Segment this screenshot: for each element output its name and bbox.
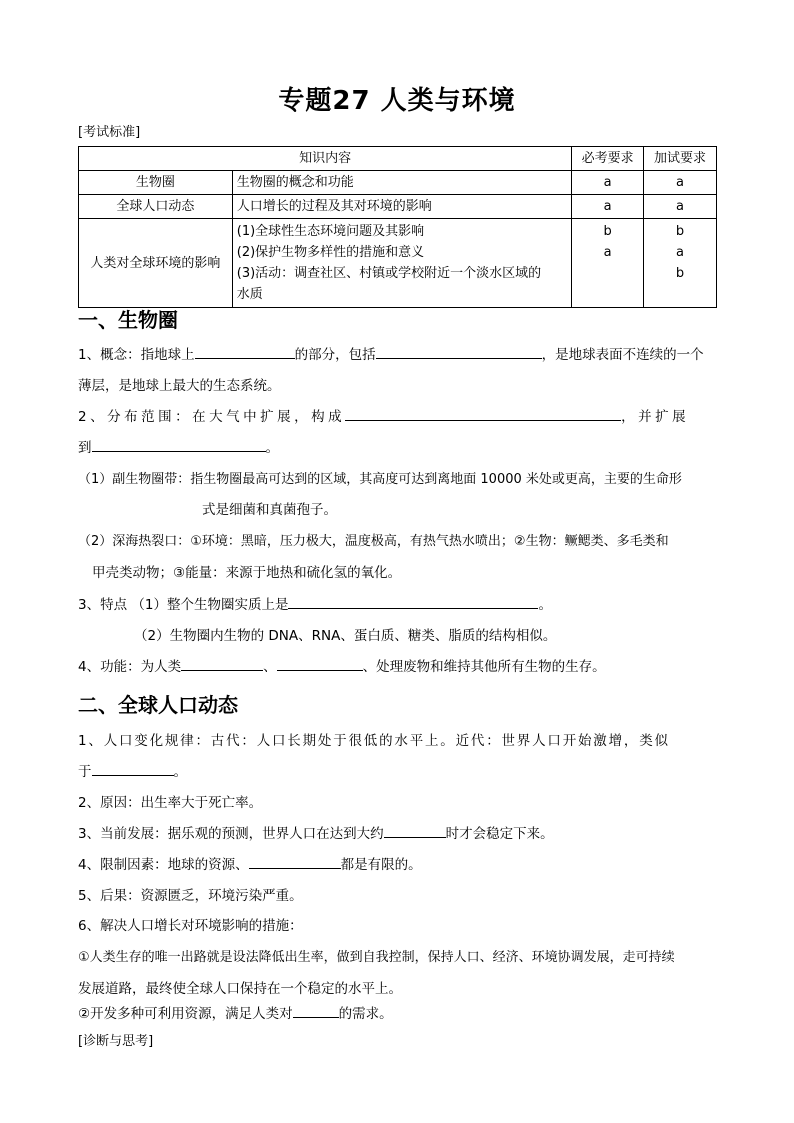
- exam-standard-table: [78, 146, 717, 308]
- text: 时才会稳定下来。: [445, 826, 554, 842]
- text: 1、概念：指地球上: [78, 347, 195, 363]
- section1-paragraph-1: [78, 343, 704, 363]
- table-cell-extra: a: [644, 171, 717, 195]
- table-cell-extra: a: [644, 195, 717, 219]
- text: ，并扩展: [621, 409, 690, 425]
- text: 的部分，包括: [294, 347, 376, 363]
- table-row: [79, 195, 717, 219]
- section2-paragraph-5: 5、后果：资源匮乏，环境污染严重。: [78, 888, 303, 904]
- table-header-row: [79, 147, 717, 171]
- section1-paragraph-6: （2）生物圈内生物的 DNA、RNA、蛋白质、糖类、脂质的结构相似。: [134, 628, 557, 644]
- text: 、处理废物和维持其他所有生物的生存。: [362, 659, 606, 675]
- required-value: b: [603, 224, 612, 239]
- fill-blank[interactable]: [92, 437, 266, 452]
- text: ②开发多种可利用资源，满足人类对: [78, 1006, 293, 1022]
- section2-paragraph-7: ①人类生存的唯一出路就是设法降低出生率，做到自我控制，保持人口、经济、环境协调发展，走可持续: [78, 950, 675, 965]
- section2-paragraph-7-cont: 发展道路，最终使全球人口保持在一个稳定的水平上。: [78, 981, 402, 997]
- table-cell-required: a: [572, 171, 644, 195]
- text: 到: [78, 440, 92, 456]
- text: 3、当前发展：据乐观的预测，世界人口在达到大约: [78, 826, 384, 842]
- table-row: [79, 171, 717, 195]
- text: ，是地球表面不连续的一个: [541, 347, 704, 363]
- fill-blank[interactable]: [277, 656, 363, 671]
- table-cell-item: 生物圈的概念和功能: [232, 171, 571, 195]
- table-cell-items: [232, 219, 571, 308]
- section2-paragraph-1: 1、人口变化规律：古代：人口长期处于很低的水平上。近代：世界人口开始激增，类似: [78, 733, 670, 749]
- fill-blank[interactable]: [288, 594, 538, 609]
- table-header-content: 知识内容: [79, 147, 572, 171]
- fill-blank[interactable]: [181, 656, 263, 671]
- section2-paragraph-1-cont: [78, 760, 187, 780]
- section1-paragraph-7: [78, 655, 606, 675]
- fill-blank[interactable]: [384, 823, 446, 838]
- table-cell-item: 人口增长的过程及其对环境的影响: [232, 195, 571, 219]
- section2-heading: 二、全球人口动态: [78, 693, 238, 717]
- text: 2、分布范围：在大气中扩展，构成: [78, 409, 346, 425]
- section1-paragraph-1-cont: 薄层，是地球上最大的生态系统。: [78, 378, 281, 394]
- diagnosis-label: [诊断与思考]: [78, 1034, 154, 1049]
- text: 。: [173, 764, 187, 780]
- extra-value: b: [675, 266, 685, 281]
- text: 。: [265, 440, 279, 456]
- text: 4、限制因素：地球的资源、: [78, 857, 249, 873]
- fill-blank[interactable]: [345, 406, 621, 421]
- table-cell-required: a: [572, 195, 644, 219]
- table-cell-item: (2)保护生物多样性的措施和意义: [236, 245, 425, 260]
- text: 的需求。: [338, 1006, 393, 1022]
- fill-blank[interactable]: [376, 344, 542, 359]
- section1-paragraph-5: [78, 593, 552, 613]
- table-header-required: 必考要求: [572, 147, 644, 171]
- table-cell-topic: 人类对全球环境的影响: [79, 219, 233, 308]
- section1-paragraph-4: （2）深海热裂口：①环境：黑暗，压力极大，温度极高，有热气热水喷出；②生物：鳜鳃类、多毛类和: [78, 534, 669, 549]
- table-cell-topic: 全球人口动态: [79, 195, 233, 219]
- text: 、: [263, 659, 277, 675]
- text: 都是有限的。: [340, 857, 422, 873]
- section1-heading: 一、生物圈: [78, 308, 178, 332]
- exam-standard-label: [考试标准]: [78, 125, 141, 140]
- section2-paragraph-3: [78, 822, 554, 842]
- fill-blank[interactable]: [293, 1003, 339, 1018]
- section2-paragraph-8: [78, 1002, 393, 1022]
- table-cell-extra: [644, 219, 717, 308]
- section2-paragraph-2: 2、原因：出生率大于死亡率。: [78, 795, 263, 811]
- section2-paragraph-4: [78, 853, 422, 873]
- extra-value: a: [676, 245, 685, 260]
- section1-paragraph-4-cont: 甲壳类动物；③能量：来源于地热和硫化氢的氧化。: [92, 565, 402, 581]
- table-cell-topic: 生物圈: [79, 171, 233, 195]
- table-cell-required: [572, 219, 644, 308]
- extra-value: b: [675, 224, 685, 239]
- text: 3、特点 （1）整个生物圈实质上是: [78, 597, 289, 613]
- fill-blank[interactable]: [249, 854, 341, 869]
- section1-paragraph-2-cont: [78, 436, 279, 456]
- table-row: [79, 219, 717, 308]
- table-cell-item: 水质: [236, 287, 263, 302]
- page-title: 专题27 人类与环境: [278, 86, 516, 116]
- text: 于: [78, 764, 92, 780]
- required-value: a: [603, 245, 612, 260]
- section1-paragraph-2: [78, 405, 689, 425]
- text: 。: [538, 597, 552, 613]
- text: 4、功能：为人类: [78, 659, 182, 675]
- table-header-extra: 加试要求: [644, 147, 717, 171]
- fill-blank[interactable]: [195, 344, 295, 359]
- fill-blank[interactable]: [92, 761, 174, 776]
- table-cell-item: (3)活动：调查社区、村镇或学校附近一个淡水区域的: [236, 266, 542, 281]
- section1-paragraph-3: （1）副生物圈带：指生物圈最高可达到的区域，其高度可达到离地面 10000 米处或更高，主要的生命形: [78, 472, 682, 487]
- section1-paragraph-3-cont: 式是细菌和真菌孢子。: [202, 502, 337, 518]
- section2-paragraph-6: 6、解决人口增长对环境影响的措施：: [78, 918, 303, 934]
- table-cell-item: (1)全球性生态环境问题及其影响: [236, 224, 425, 239]
